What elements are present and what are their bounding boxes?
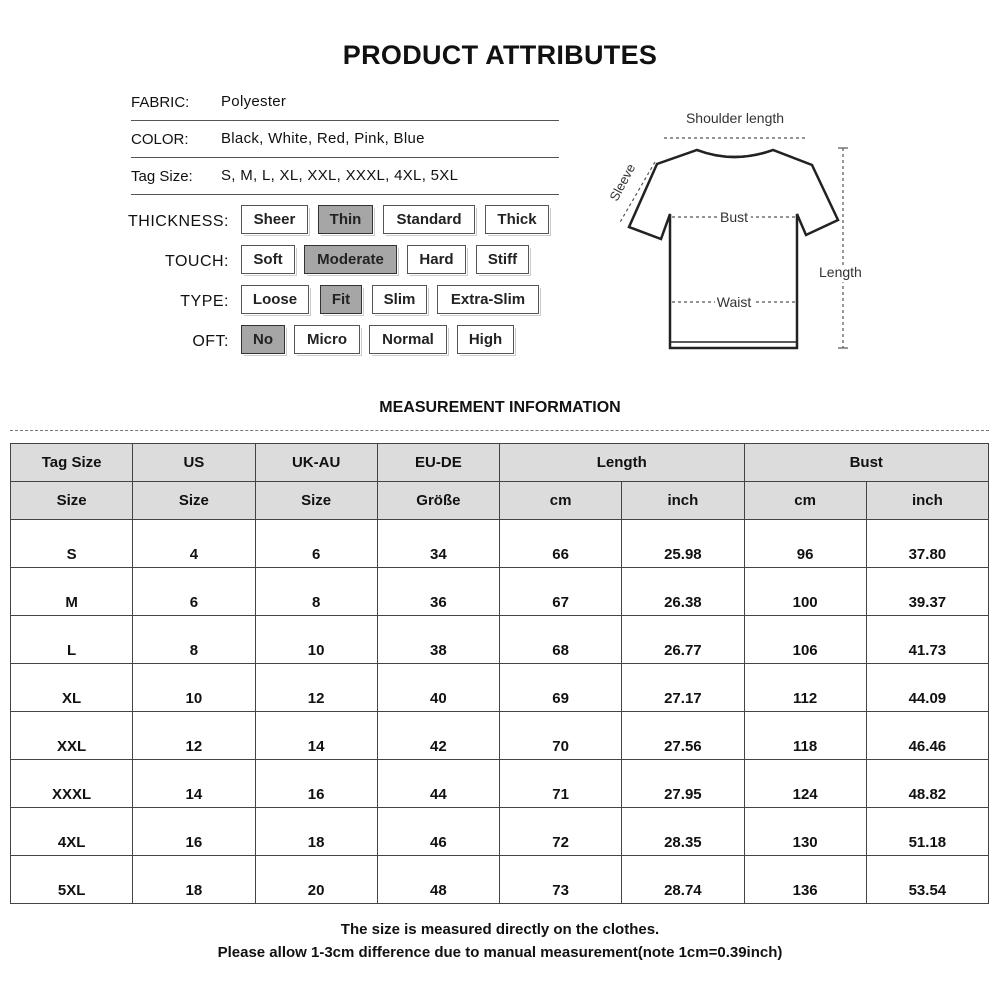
- table-cell: XL: [11, 664, 133, 712]
- table-cell: 36: [377, 568, 499, 616]
- type-option-fit[interactable]: Fit: [320, 285, 362, 314]
- note-difference: Please allow 1-3cm difference due to manual measurement(note 1cm=0.39inch): [217, 944, 783, 961]
- fabric-row: [131, 84, 559, 121]
- table-cell: 46: [377, 808, 499, 856]
- touch-option-hard[interactable]: Hard: [407, 245, 466, 274]
- touch-option-stiff[interactable]: Stiff: [476, 245, 529, 274]
- table-cell: 20: [255, 856, 377, 904]
- table-cell: 28.74: [622, 856, 744, 904]
- table-cell: 106: [744, 616, 866, 664]
- subheader-cell: Größe: [377, 482, 499, 520]
- dashed-divider: [10, 430, 989, 431]
- shoulder-length-text: Shoulder length: [685, 110, 785, 126]
- table-cell: 38: [377, 616, 499, 664]
- table-cell: 42: [377, 712, 499, 760]
- header-us: US: [133, 444, 255, 482]
- subheader-cell: inch: [622, 482, 744, 520]
- tag-size-label: Tag Size:: [131, 168, 193, 185]
- header-tag-size: Tag Size: [11, 444, 133, 482]
- table-cell: 40: [377, 664, 499, 712]
- table-cell: 14: [255, 712, 377, 760]
- header-eu-de: EU-DE: [377, 444, 499, 482]
- table-cell: 14: [133, 760, 255, 808]
- table-row: [11, 664, 989, 712]
- table-cell: 12: [255, 664, 377, 712]
- table-cell: 12: [133, 712, 255, 760]
- table-cell: 26.77: [622, 616, 744, 664]
- table-row: [11, 568, 989, 616]
- measurement-title: MEASUREMENT INFORMATION: [379, 399, 621, 416]
- size-table: [10, 443, 989, 904]
- table-cell: 10: [255, 616, 377, 664]
- table-header-row-2: [11, 482, 989, 520]
- table-cell: 39.37: [866, 568, 988, 616]
- table-cell: 68: [500, 616, 622, 664]
- tag-size-row: [131, 158, 559, 195]
- table-cell: 67: [500, 568, 622, 616]
- thickness-option-thin[interactable]: Thin: [318, 205, 373, 234]
- thickness-label: THICKNESS:: [127, 213, 229, 230]
- sleeve-text: Sleeve: [606, 161, 639, 204]
- table-cell: 51.18: [866, 808, 988, 856]
- table-cell: 112: [744, 664, 866, 712]
- type-option-loose[interactable]: Loose: [241, 285, 309, 314]
- header-bust: Bust: [744, 444, 989, 482]
- table-cell: 72: [500, 808, 622, 856]
- subheader-cell: Size: [11, 482, 133, 520]
- table-cell: 6: [133, 568, 255, 616]
- subheader-cell: Size: [255, 482, 377, 520]
- table-cell: 48.82: [866, 760, 988, 808]
- table-row: [11, 616, 989, 664]
- table-cell: 69: [500, 664, 622, 712]
- oft-option-no[interactable]: No: [241, 325, 285, 354]
- tshirt-outline: [629, 150, 838, 348]
- length-text: Length: [819, 264, 862, 280]
- table-cell: 8: [255, 568, 377, 616]
- table-row: [11, 760, 989, 808]
- table-cell: 44: [377, 760, 499, 808]
- table-cell: 48: [377, 856, 499, 904]
- table-cell: 41.73: [866, 616, 988, 664]
- table-cell: 71: [500, 760, 622, 808]
- oft-option-micro[interactable]: Micro: [294, 325, 360, 354]
- table-cell: 53.54: [866, 856, 988, 904]
- waist-text: Waist: [716, 294, 752, 310]
- table-cell: 27.95: [622, 760, 744, 808]
- table-cell: 96: [744, 520, 866, 568]
- color-value: Black, White, Red, Pink, Blue: [221, 130, 425, 147]
- table-cell: 100: [744, 568, 866, 616]
- oft-label: OFT:: [192, 333, 229, 350]
- table-cell: 118: [744, 712, 866, 760]
- table-row: [11, 856, 989, 904]
- table-cell: 136: [744, 856, 866, 904]
- fabric-value: Polyester: [221, 93, 287, 110]
- oft-option-high[interactable]: High: [457, 325, 514, 354]
- table-cell: 18: [133, 856, 255, 904]
- oft-option-normal[interactable]: Normal: [369, 325, 447, 354]
- touch-option-soft[interactable]: Soft: [241, 245, 295, 274]
- subheader-cell: Size: [133, 482, 255, 520]
- subheader-cell: cm: [744, 482, 866, 520]
- subheader-cell: cm: [500, 482, 622, 520]
- table-cell: 26.38: [622, 568, 744, 616]
- table-row: [11, 808, 989, 856]
- table-header-row-1: [11, 444, 989, 482]
- thickness-option-sheer[interactable]: Sheer: [241, 205, 308, 234]
- table-cell: 18: [255, 808, 377, 856]
- table-cell: 73: [500, 856, 622, 904]
- type-option-slim[interactable]: Slim: [372, 285, 427, 314]
- color-row: [131, 121, 559, 158]
- table-cell: 46.46: [866, 712, 988, 760]
- subheader-cell: inch: [866, 482, 988, 520]
- table-cell: 130: [744, 808, 866, 856]
- table-cell: M: [11, 568, 133, 616]
- type-option-extra-slim[interactable]: Extra-Slim: [437, 285, 539, 314]
- thickness-option-thick[interactable]: Thick: [485, 205, 549, 234]
- table-cell: 6: [255, 520, 377, 568]
- table-cell: 10: [133, 664, 255, 712]
- fabric-label: FABRIC:: [131, 94, 190, 111]
- table-cell: 44.09: [866, 664, 988, 712]
- table-body: [11, 520, 989, 904]
- table-cell: 8: [133, 616, 255, 664]
- table-cell: 4: [133, 520, 255, 568]
- table-cell: XXXL: [11, 760, 133, 808]
- tshirt-diagram: [600, 100, 880, 370]
- table-row: [11, 712, 989, 760]
- table-cell: 25.98: [622, 520, 744, 568]
- table-cell: 34: [377, 520, 499, 568]
- table-cell: 66: [500, 520, 622, 568]
- table-cell: 16: [255, 760, 377, 808]
- table-cell: 28.35: [622, 808, 744, 856]
- table-cell: L: [11, 616, 133, 664]
- type-label: TYPE:: [180, 293, 229, 310]
- bust-text: Bust: [719, 209, 749, 225]
- table-cell: XXL: [11, 712, 133, 760]
- table-cell: 5XL: [11, 856, 133, 904]
- table-cell: 37.80: [866, 520, 988, 568]
- touch-option-moderate[interactable]: Moderate: [304, 245, 397, 274]
- page-title: PRODUCT ATTRIBUTES: [342, 40, 658, 70]
- table-cell: 27.17: [622, 664, 744, 712]
- touch-label: TOUCH:: [164, 253, 229, 270]
- table-cell: 16: [133, 808, 255, 856]
- thickness-option-standard[interactable]: Standard: [383, 205, 475, 234]
- table-row: [11, 520, 989, 568]
- header-uk-au: UK-AU: [255, 444, 377, 482]
- table-cell: 124: [744, 760, 866, 808]
- table-cell: 70: [500, 712, 622, 760]
- table-cell: 27.56: [622, 712, 744, 760]
- table-cell: S: [11, 520, 133, 568]
- note-measured: The size is measured directly on the clothes.: [340, 921, 660, 938]
- tag-size-value: S, M, L, XL, XXL, XXXL, 4XL, 5XL: [221, 167, 459, 184]
- table-cell: 4XL: [11, 808, 133, 856]
- header-length: Length: [500, 444, 745, 482]
- color-label: COLOR:: [131, 131, 189, 148]
